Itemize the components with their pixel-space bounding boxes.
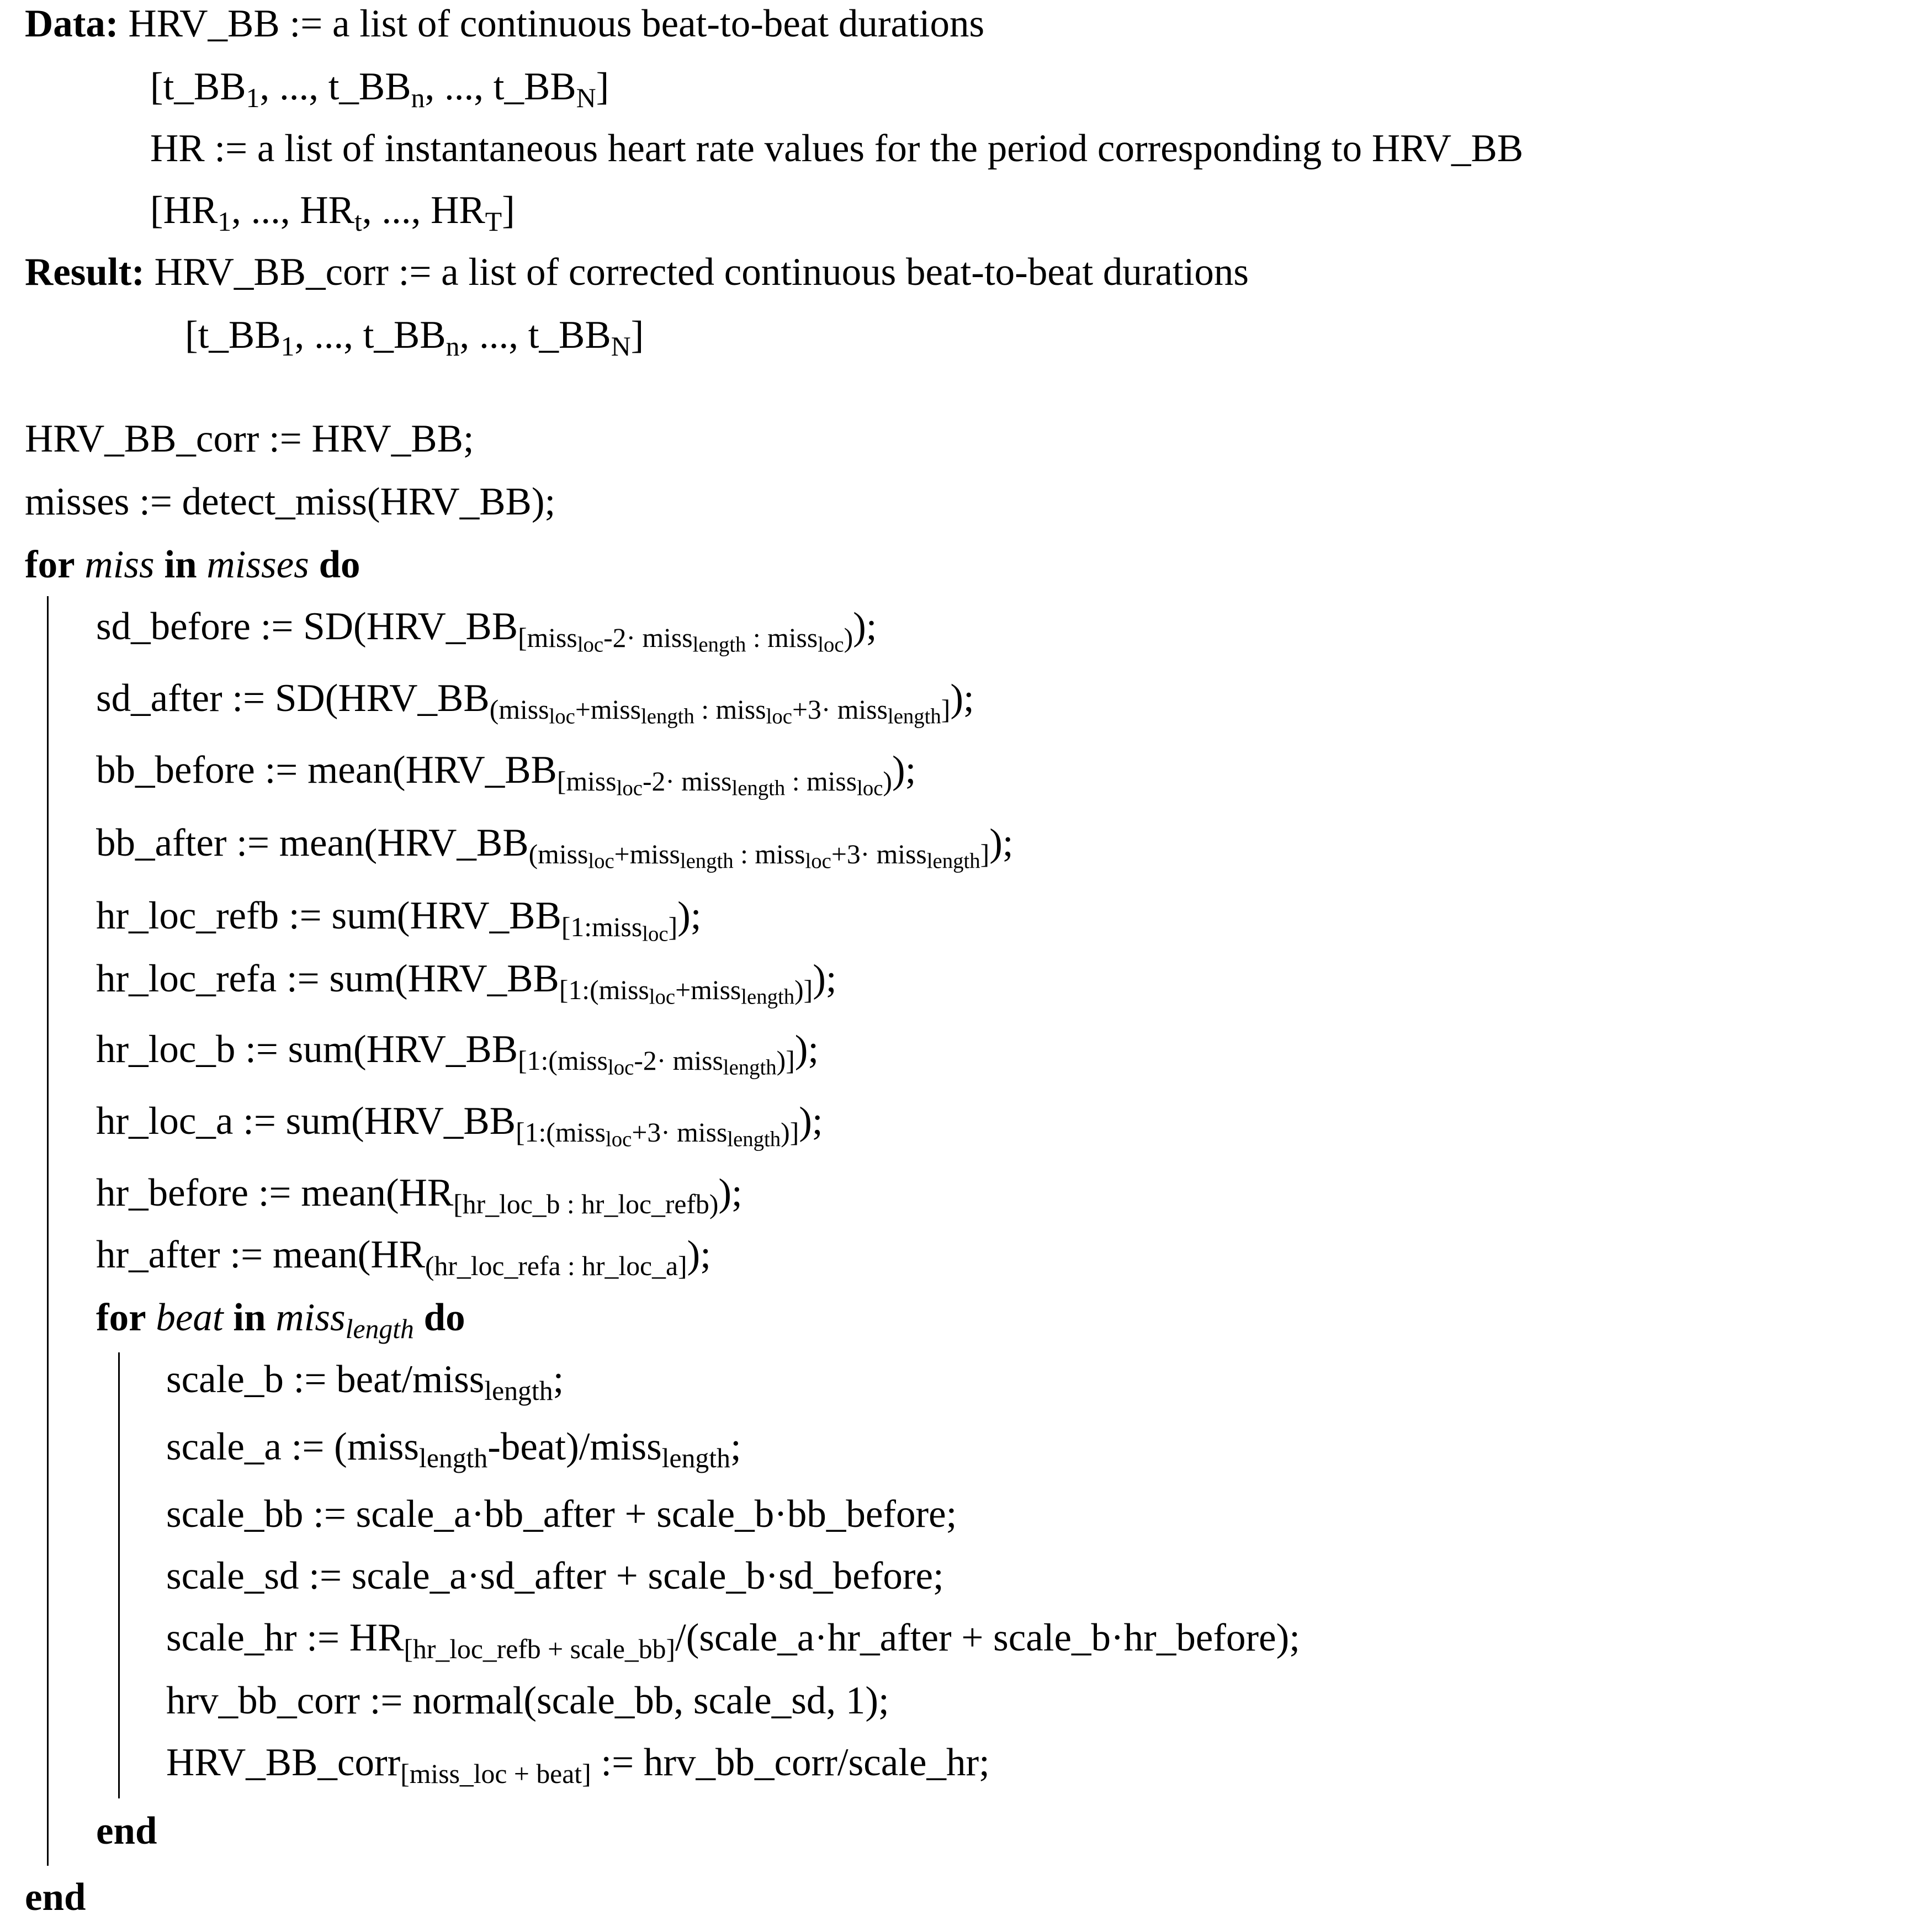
scale-bb-line: scale_bb := scale_a·bb_after + scale_b·bb_before; <box>166 1493 957 1536</box>
sd-before-line: sd_before := $SD(HRV\_BB_{[miss_{loc}-2\cdot miss_{length} : miss_{loc})})$; <box>96 605 877 657</box>
hrv-bb-corr-line: hrv_bb_corr := normal(scale_bb, scale_sd, 1); <box>166 1679 889 1722</box>
result-line-1 <box>25 253 1249 292</box>
result-label: Result: <box>25 251 145 294</box>
bb-before-line: bb_before := $mean(HRV\_BB_{[miss_{loc}-2\cdot miss_{length} : miss_{loc})})$; <box>96 749 916 800</box>
data-hrv-bb-desc: HRV_BB := a list of continuous beat-to-beat durations <box>128 2 985 45</box>
outer-loop-bar <box>47 596 49 1866</box>
scale-hr-line: scale_hr := $HR_{[hr\_loc\_refb + scale\_bb]}/(scale\_a\cdot hr\_after$ + scale_b·hr_before); <box>166 1616 1301 1664</box>
assign-line: HRV_BB_corr$_{[miss\_loc + beat]}$ := hrv_bb_corr/scale_hr; <box>166 1741 990 1789</box>
result-line-2: [$t\_BB_1$, ..., $t\_BB_n$, ..., $t\_BB_N$] <box>185 314 644 362</box>
end-outer: end <box>25 1876 86 1919</box>
hr-loc-refb-line: hr_loc_refb := $sum(HRV\_BB_{[1:miss_{loc}]})$; <box>96 894 702 946</box>
sd-after-line: sd_after := $SD(HRV\_BB_{(miss_{loc}+miss_{length} : miss_{loc}+3\cdot miss_{length}]})$; <box>96 677 974 729</box>
scale-a-line: scale_a := (miss$_{length}$-beat)/miss$_{length}$; <box>166 1425 741 1473</box>
hr-loc-b-line: hr_loc_b := $sum(HRV\_BB_{[1:(miss_{loc}-2\cdot miss_{length})]})$; <box>96 1028 819 1080</box>
scale-b-line: scale_b := beat/miss$_{length}$; <box>166 1358 564 1406</box>
data-label: Data: <box>25 2 119 45</box>
data-line-3 <box>150 129 1523 168</box>
data-line-2: [$t\_BB_1$, ..., $t\_BB_n$, ..., $t\_BB_N$] <box>150 65 609 113</box>
for-inner: for beat in miss$_{length}$ do <box>96 1296 465 1344</box>
end-inner: end <box>96 1809 157 1853</box>
hr-loc-a-line: hr_loc_a := $sum(HRV\_BB_{[1:(miss_{loc}+3\cdot miss_{length})]})$; <box>96 1100 823 1151</box>
result-desc: HRV_BB_corr := a list of corrected continuous beat-to-beat durations <box>154 251 1249 294</box>
bb-after-line: bb_after := $mean(HRV\_BB_{(miss_{loc}+miss_{length} : miss_{loc}+3\cdot miss_{length}]})$; <box>96 821 1014 873</box>
data-hr-desc: HR := a list of instantaneous heart rate values for the period corresponding to HRV_BB <box>150 127 1524 170</box>
scale-sd-line: scale_sd := scale_a·sd_after + scale_b·sd_before; <box>166 1554 944 1597</box>
init-misses: misses := detect_miss(HRV_BB); <box>25 480 556 523</box>
init-corr: HRV_BB_corr := HRV_BB; <box>25 417 474 460</box>
hr-loc-refa-line: hr_loc_refa := $sum(HRV\_BB_{[1:(miss_{loc}+miss_{length})]})$; <box>96 957 837 1009</box>
data-line-1 <box>25 4 984 44</box>
inner-loop-bar <box>118 1352 120 1798</box>
hr-after-line: hr_after := $mean(HR_{(hr\_loc\_refa : hr\_loc\_a]})$; <box>96 1233 711 1281</box>
hr-before-line: hr_before := $mean(HR_{[hr\_loc\_b : hr\_loc\_refb)})$; <box>96 1171 743 1219</box>
data-line-4: [$HR_1$, ..., $HR_t$, ..., $HR_T$] <box>150 189 515 237</box>
for-outer: for miss in misses do <box>25 543 360 586</box>
